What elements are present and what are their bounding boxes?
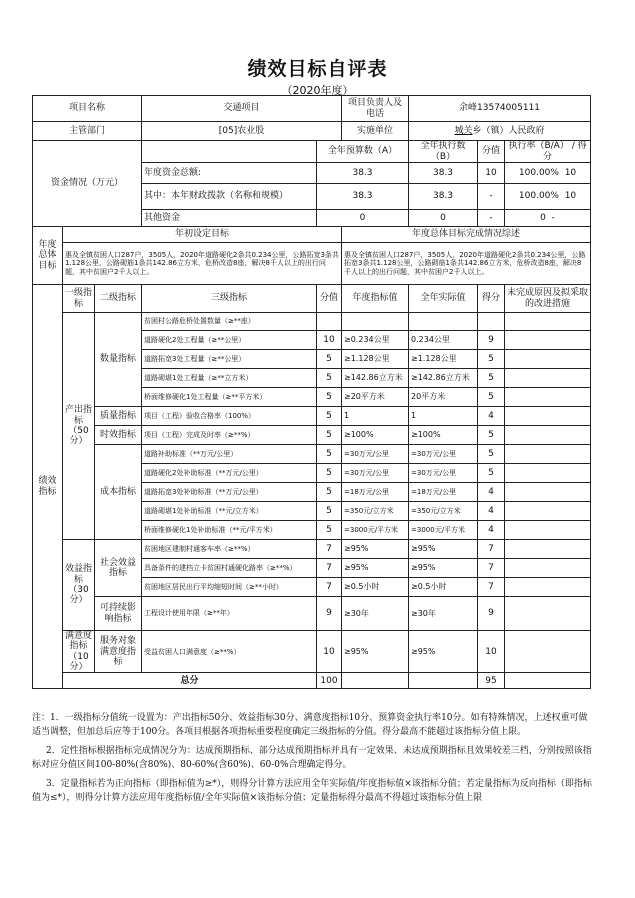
indicator-score: 10	[317, 331, 342, 350]
indicator-score: 5	[317, 502, 342, 521]
total-target	[342, 673, 409, 689]
indicator-score: 7	[317, 578, 342, 597]
indicator-get: 5	[478, 426, 505, 445]
funds-row-fiscal-rate: 100.00%	[518, 191, 559, 202]
unit-label: 实施单位	[342, 122, 409, 141]
indicator-actual	[409, 313, 478, 331]
funds-row-fiscal-rate-get	[505, 184, 591, 210]
indicator-score: 9	[317, 597, 342, 631]
indicator-actual: ≥100%	[409, 426, 478, 445]
col-l1: 一级指标	[63, 285, 95, 313]
indicator-target: =30万元/公里	[342, 464, 409, 483]
funds-row-other-rate-get	[505, 210, 591, 227]
indicator-reason	[505, 597, 591, 631]
benefit-label: 效益指标（30分）	[63, 540, 95, 631]
dept-label: 主管部门	[33, 122, 142, 141]
quality-label: 质量指标	[95, 407, 142, 426]
indicator-target: =3000元/平方米	[342, 521, 409, 540]
goals-done-label: 年度总体目标完成情况综述	[342, 227, 591, 243]
indicator-name: 受益贫困人口满意度（≥**%）	[142, 631, 317, 673]
indicator-target	[342, 313, 409, 331]
funds-row-total-get: 10	[564, 167, 577, 178]
indicator-score: 5	[317, 369, 342, 388]
indicator-reason	[505, 331, 591, 350]
indicator-score: 10	[317, 631, 342, 673]
indicator-name: 贫困地区建制村通客车率（≥**%）	[142, 540, 317, 559]
dept-value: [05]农业股	[142, 122, 342, 141]
indicator-name: 道路拓宽3处工程量（≥**公里）	[142, 350, 317, 369]
indicator-reason	[505, 483, 591, 502]
indicator-name: 项目（工程）验收合格率（100%）	[142, 407, 317, 426]
project-name-value: 交通项目	[142, 96, 342, 122]
indicator-target: ≥100%	[342, 426, 409, 445]
indicator-score: 5	[317, 464, 342, 483]
indicator-score: 7	[317, 559, 342, 578]
funds-col-budget: 全年预算数（A）	[317, 141, 409, 163]
funds-row-total-rate-get	[505, 163, 591, 184]
goals-done-text: 惠及全镇贫困人口287户，3505人，2020年道路硬化2条共0.234公里，公路拓宽3条共1.128公里，公路砌筋1条共142.86立方米，危桥改造8座，解决8千人以上的出行问题，其中贫困户2千人以上。	[342, 243, 591, 285]
note-3: 3．定量指标若为正向指标（即指标值为≥*），则得分计算方法应用全年实际值/年度指标值×该指标分值；若定量指标为反向指标（即指标值为≤*），则得分计算方法应用年度指标值/全年实际值×该指标分值；定量指标得分最高不得超过该指标分值上限	[32, 779, 592, 803]
indicator-reason	[505, 313, 591, 331]
cost-label: 成本指标	[95, 445, 142, 540]
notes	[32, 711, 594, 810]
indicator-reason	[505, 502, 591, 521]
indicator-reason	[505, 369, 591, 388]
qty-label: 数量指标	[95, 313, 142, 407]
indicator-reason	[505, 559, 591, 578]
indicator-name: 道路硬化2处工程量（≥**公里）	[142, 331, 317, 350]
col-reason: 未完成原因及拟采取的改进措施	[505, 285, 591, 313]
indicator-get: 4	[478, 407, 505, 426]
col-score: 分值	[317, 285, 342, 313]
indicator-get: 7	[478, 559, 505, 578]
indicator-score: 5	[317, 426, 342, 445]
unit-value	[409, 122, 591, 141]
funds-col-rate: 执行率（B/A）	[508, 141, 569, 152]
indicator-actual: 0.234公里	[409, 331, 478, 350]
indicator-reason	[505, 521, 591, 540]
total-label: 总分	[63, 673, 317, 689]
indicator-get: 4	[478, 521, 505, 540]
indicator-target: ≥0.234公里	[342, 331, 409, 350]
indicator-score	[317, 313, 342, 331]
funds-col-rate-get: 执行率（B/A） / 得分	[505, 141, 591, 163]
funds-row-total-exec: 38.3	[409, 163, 478, 184]
unit-prefix: 城关	[454, 125, 473, 136]
indicator-actual: =350元/立方米	[409, 502, 478, 521]
indicator-name: 贫困地区居民出行平均缩短时间（≥**小时）	[142, 578, 317, 597]
service-label: 服务对象满意度指标	[95, 631, 142, 673]
indicator-score: 5	[317, 407, 342, 426]
indicator-actual: ≥0.5小时	[409, 578, 478, 597]
indicator-name: 道路砌堪1处补助标准（**元/立方米）	[142, 502, 317, 521]
funds-row-fiscal-name: 其中：本年财政拨款（名称和规模）	[142, 184, 317, 210]
funds-row-other-get: -	[551, 212, 555, 223]
indicator-get: 4	[478, 483, 505, 502]
indicator-target: =350元/立方米	[342, 502, 409, 521]
indicator-actual: 20平方米	[409, 388, 478, 407]
indicator-reason	[505, 578, 591, 597]
indicator-score: 5	[317, 521, 342, 540]
col-target: 年度指标值	[342, 285, 409, 313]
indicator-target: ≥30年	[342, 597, 409, 631]
funds-row-other-score: -	[478, 210, 505, 227]
page-title: 绩效目标自评表	[247, 58, 388, 80]
indicator-get: 5	[478, 388, 505, 407]
indicator-actual: ≥95%	[409, 559, 478, 578]
funds-row-other-budget: 0	[317, 210, 409, 227]
indicator-target: =30万元/公里	[342, 445, 409, 464]
output-label: 产出指标（50分）	[63, 313, 95, 540]
indicator-actual: ≥1.128公里	[409, 350, 478, 369]
indicator-score: 5	[317, 388, 342, 407]
funds-row-total-rate: 100.00%	[518, 167, 559, 178]
indicator-target: 1	[342, 407, 409, 426]
indicator-actual: =18万元/公里	[409, 483, 478, 502]
goals-set-text: 惠及全镇贫困人口287户，3505人，2020年道路硬化2条共0.234公里，公路拓宽3条共1.128公里，公路砌筋1条共142.86立方米，危桥改造8座，解决8千人以上的出行问题，其中贫困户2千人以上。	[63, 243, 342, 285]
indicator-name: 桥面维修硬化1处补助标准（**元/平方米）	[142, 521, 317, 540]
funds-col-exec: 全年执行数（B）	[409, 141, 478, 163]
funds-row-total-score: 10	[478, 163, 505, 184]
funds-row-fiscal-get: 10	[564, 191, 577, 202]
indicator-score: 5	[317, 350, 342, 369]
indicator-target: ≥1.128公里	[342, 350, 409, 369]
indicator-actual: ≥95%	[409, 540, 478, 559]
funds-row-other-exec: 0	[409, 210, 478, 227]
indicator-name: 桥面维修硬化1处工程量（≥**平方米）	[142, 388, 317, 407]
indicator-reason	[505, 464, 591, 483]
indicator-actual: =30万元/公里	[409, 464, 478, 483]
indicator-reason	[505, 388, 591, 407]
indicator-target: =18万元/公里	[342, 483, 409, 502]
total-get: 95	[478, 673, 505, 689]
leader-label: 项目负责人及电话	[342, 96, 409, 122]
funds-row-total-budget: 38.3	[317, 163, 409, 184]
col-l3: 三级指标	[142, 285, 317, 313]
indicator-target: ≥0.5小时	[342, 578, 409, 597]
indicator-target: ≥20平方米	[342, 388, 409, 407]
indicator-target: ≥95%	[342, 559, 409, 578]
indicator-actual: =3000元/平方米	[409, 521, 478, 540]
goals-label: 年度总体目标	[33, 227, 63, 285]
indicator-get: 7	[478, 540, 505, 559]
funds-row-total-name: 年度资金总额:	[142, 163, 317, 184]
funds-row-other-rate: 0	[540, 212, 546, 223]
indicator-target: ≥95%	[342, 631, 409, 673]
indicator-actual: ≥30年	[409, 597, 478, 631]
social-label: 社会效益指标	[95, 540, 142, 597]
indicator-reason	[505, 407, 591, 426]
indicator-name: 贫困村公路危桥处置数量（≥**座）	[142, 313, 317, 331]
funds-col-get: 得分	[543, 141, 587, 162]
self-evaluation-table	[32, 95, 591, 689]
unit-suffix: 乡（镇）人民政府	[472, 125, 545, 136]
indicator-target: ≥142.86立方米	[342, 369, 409, 388]
total-actual	[409, 673, 478, 689]
sustain-label: 可持续影响指标	[95, 597, 142, 631]
indicator-reason	[505, 540, 591, 559]
indicator-reason	[505, 426, 591, 445]
funds-row-fiscal-score: -	[478, 184, 505, 210]
indicator-name: 项目（工程）完成及时率（≥**%）	[142, 426, 317, 445]
page-subtitle: （2020年度）	[281, 84, 354, 97]
funds-label: 资金情况（万元）	[33, 141, 142, 227]
leader-value: 余峰13574005111	[409, 96, 591, 122]
note-2: 2．定性指标根据指标完成情况分为：达成预期指标、部分达成预期指标并具有一定效果、未达成预期指标且效果较差三档，分别按照该指标对应分值区间100-80%(含80%)、80-60%(含60%)、60-0%合理确定得分。	[32, 746, 592, 770]
col-get: 得分	[478, 285, 505, 313]
project-name-label: 项目名称	[33, 96, 142, 122]
total-score: 100	[317, 673, 342, 689]
indicator-reason	[505, 350, 591, 369]
indicator-name: 道路砌堪1处工程量（≥**立方米）	[142, 369, 317, 388]
indicator-get: 5	[478, 464, 505, 483]
total-reason	[505, 673, 591, 689]
indicator-get: 7	[478, 578, 505, 597]
funds-row-fiscal-exec: 38.3	[409, 184, 478, 210]
indicator-actual: 1	[409, 407, 478, 426]
indicator-name: 工程设计使用年限（≥**年）	[142, 597, 317, 631]
satisfaction-label: 满意度指标（10分）	[63, 631, 95, 673]
indicator-actual: ≥142.86立方米	[409, 369, 478, 388]
indicator-get: 4	[478, 502, 505, 521]
goals-set-label: 年初设定目标	[63, 227, 342, 243]
funds-col-score: 分值	[478, 141, 505, 163]
note-1: 注：1．一级指标分值统一设置为：产出指标50分、效益指标30分、满意度指标10分、预算资金执行率10分。如有特殊情况，上述权重可做适当调整，但加总后应等于100分。各项目根据各项指标重要程度确定三级指标的分值。得分最高不能超过该指标分值上限。	[32, 713, 588, 737]
indicator-get	[478, 313, 505, 331]
indicator-target: ≥95%	[342, 540, 409, 559]
indicator-name: 道路补助标准（**万元/公里）	[142, 445, 317, 464]
col-actual: 全年实际值	[409, 285, 478, 313]
indicator-score: 7	[317, 540, 342, 559]
indicator-get: 5	[478, 350, 505, 369]
indicator-name: 具备条件的建档立卡贫困村通硬化路率（≥**%）	[142, 559, 317, 578]
funds-blank	[142, 141, 317, 163]
indicator-get: 5	[478, 369, 505, 388]
indicator-get: 9	[478, 331, 505, 350]
perf-label: 绩效指标	[33, 285, 63, 689]
indicator-name: 道路硬化2处补助标准（**万元/公里）	[142, 464, 317, 483]
indicator-actual: ≥95%	[409, 631, 478, 673]
funds-row-other-name: 其他资金	[142, 210, 317, 227]
indicator-reason	[505, 445, 591, 464]
indicator-score: 5	[317, 483, 342, 502]
indicator-actual: =30万元/公里	[409, 445, 478, 464]
indicator-get: 10	[478, 631, 505, 673]
indicator-get: 5	[478, 445, 505, 464]
indicator-reason	[505, 631, 591, 673]
funds-row-fiscal-budget: 38.3	[317, 184, 409, 210]
indicator-score: 5	[317, 445, 342, 464]
col-l2: 二级指标	[95, 285, 142, 313]
time-label: 时效指标	[95, 426, 142, 445]
indicator-name: 道路拓宽3处补助标准（**万元/公里）	[142, 483, 317, 502]
indicator-get: 9	[478, 597, 505, 631]
